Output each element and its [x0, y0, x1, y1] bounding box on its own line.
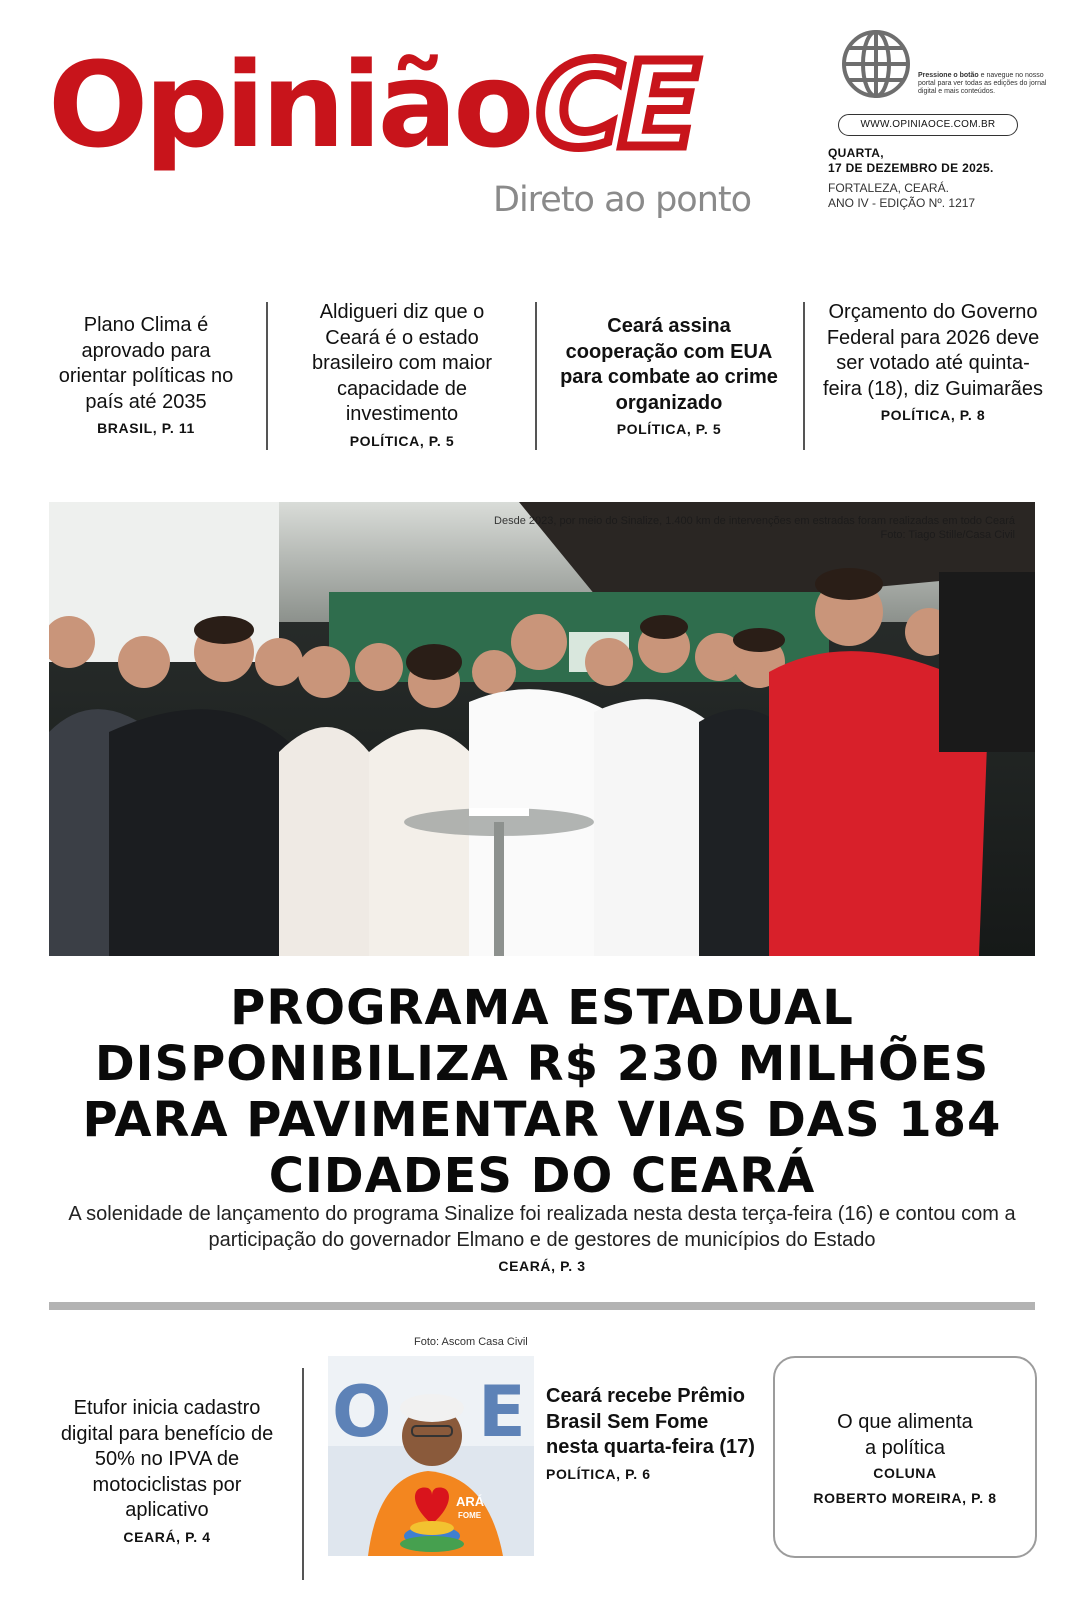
bottom-story-middle[interactable] [546, 1384, 756, 1482]
thumb-photo[interactable] [328, 1356, 534, 1556]
photo-illustration [49, 502, 1035, 956]
column-divider [302, 1368, 304, 1580]
bottom-story-left[interactable] [52, 1396, 282, 1545]
top-story-2[interactable] [292, 300, 512, 449]
logo-word: Opinião [48, 36, 531, 174]
svg-text:E: E [478, 1371, 526, 1453]
column-divider [803, 302, 805, 450]
logo-ce: CE [536, 36, 696, 174]
main-photo[interactable] [49, 502, 1035, 956]
main-headline[interactable]: PROGRAMA ESTADUAL DISPONIBILIZA R$ 230 MILHÕES PARA PAVIMENTAR VIAS DAS 184 CIDADES DO CEARÁ [82, 980, 1002, 1204]
column-content [775, 1410, 1035, 1506]
shirt-text-2: FOME [458, 1511, 482, 1520]
bottom-story-headline: Etufor inicia cadastro digital para benefício de 50% no IPVA de motociclistas por aplicativo [60, 1397, 274, 1521]
location: FORTALEZA, CEARÁ. [828, 181, 949, 195]
weekday: QUARTA, [828, 146, 884, 160]
photo-caption [494, 514, 1015, 542]
thumb-illustration [328, 1356, 534, 1556]
photo-credit: Foto: Tiago Stille/Casa Civil [880, 529, 1015, 541]
column-divider [535, 302, 537, 450]
globe-icon[interactable] [840, 28, 912, 100]
shirt-text: ARÁ [456, 1494, 485, 1509]
masthead-logo [48, 30, 788, 220]
top-story-section: POLÍTICA, P. 5 [349, 432, 455, 449]
press-note-rest: e navegue no nosso portal para ver todas as edições do jornal digital e mais conteúdos. [918, 72, 1047, 95]
bottom-story-headline: Ceará recebe Prêmio Brasil Sem Fome nesta quarta-feira (17) [546, 1385, 755, 1458]
tagline: Direto ao ponto [493, 180, 752, 220]
top-story-section: BRASIL, P. 11 [97, 420, 195, 436]
section-divider-bar [49, 1302, 1035, 1310]
top-story-section: POLÍTICA, P. 8 [880, 407, 986, 423]
column-title: O que alimenta a política [837, 1411, 973, 1459]
column-author: ROBERTO MOREIRA, P. 8 [813, 1490, 997, 1506]
date: 17 DE DEZEMBRO DE 2025. [828, 161, 994, 175]
main-section: CEARÁ, P. 3 [498, 1258, 586, 1274]
top-story-headline: Aldigueri diz que o Ceará é o estado brasileiro com maior capacidade de investimento [311, 301, 493, 425]
svg-text:O: O [332, 1371, 392, 1453]
website-link[interactable]: WWW.OPINIAOCE.COM.BR [838, 114, 1018, 136]
date-block [828, 146, 1058, 211]
top-story-headline: Plano Clima é aprovado para orientar políticas no país até 2035 [58, 314, 234, 413]
column-divider [266, 302, 268, 450]
column-box[interactable] [773, 1356, 1037, 1558]
top-story-headline: Orçamento do Governo Federal para 2026 deve ser votado até quinta-feira (18), diz Guimarães [822, 301, 1044, 400]
top-story-section: POLÍTICA, P. 5 [616, 421, 722, 437]
top-story-1[interactable] [52, 313, 240, 436]
edition: ANO IV - EDIÇÃO Nº. 1217 [828, 196, 976, 210]
top-story-3[interactable] [556, 314, 782, 437]
press-note [918, 72, 1048, 96]
bottom-story-section: POLÍTICA, P. 6 [546, 1465, 651, 1482]
bottom-story-section: CEARÁ, P. 4 [123, 1528, 211, 1545]
column-label: COLUNA [873, 1465, 937, 1481]
top-story-4[interactable] [820, 300, 1046, 423]
main-subhead: A solenidade de lançamento do programa Sinalize foi realizada nesta desta terça-feira (16) e contou com a participação do governador Elmano e de gestores de municípios do Estado [68, 1203, 1016, 1251]
photo-caption-text: Desde 2023, por meio do Sinalize, 1.400 km de intervenções em estradas foram realizadas em todo Ceará [494, 515, 1015, 527]
thumb-photo-credit: Foto: Ascom Casa Civil [414, 1336, 528, 1348]
top-story-headline: Ceará assina cooperação com EUA para combate ao crime organizado [560, 315, 778, 414]
press-note-bold: Pressione o botão [918, 72, 979, 79]
